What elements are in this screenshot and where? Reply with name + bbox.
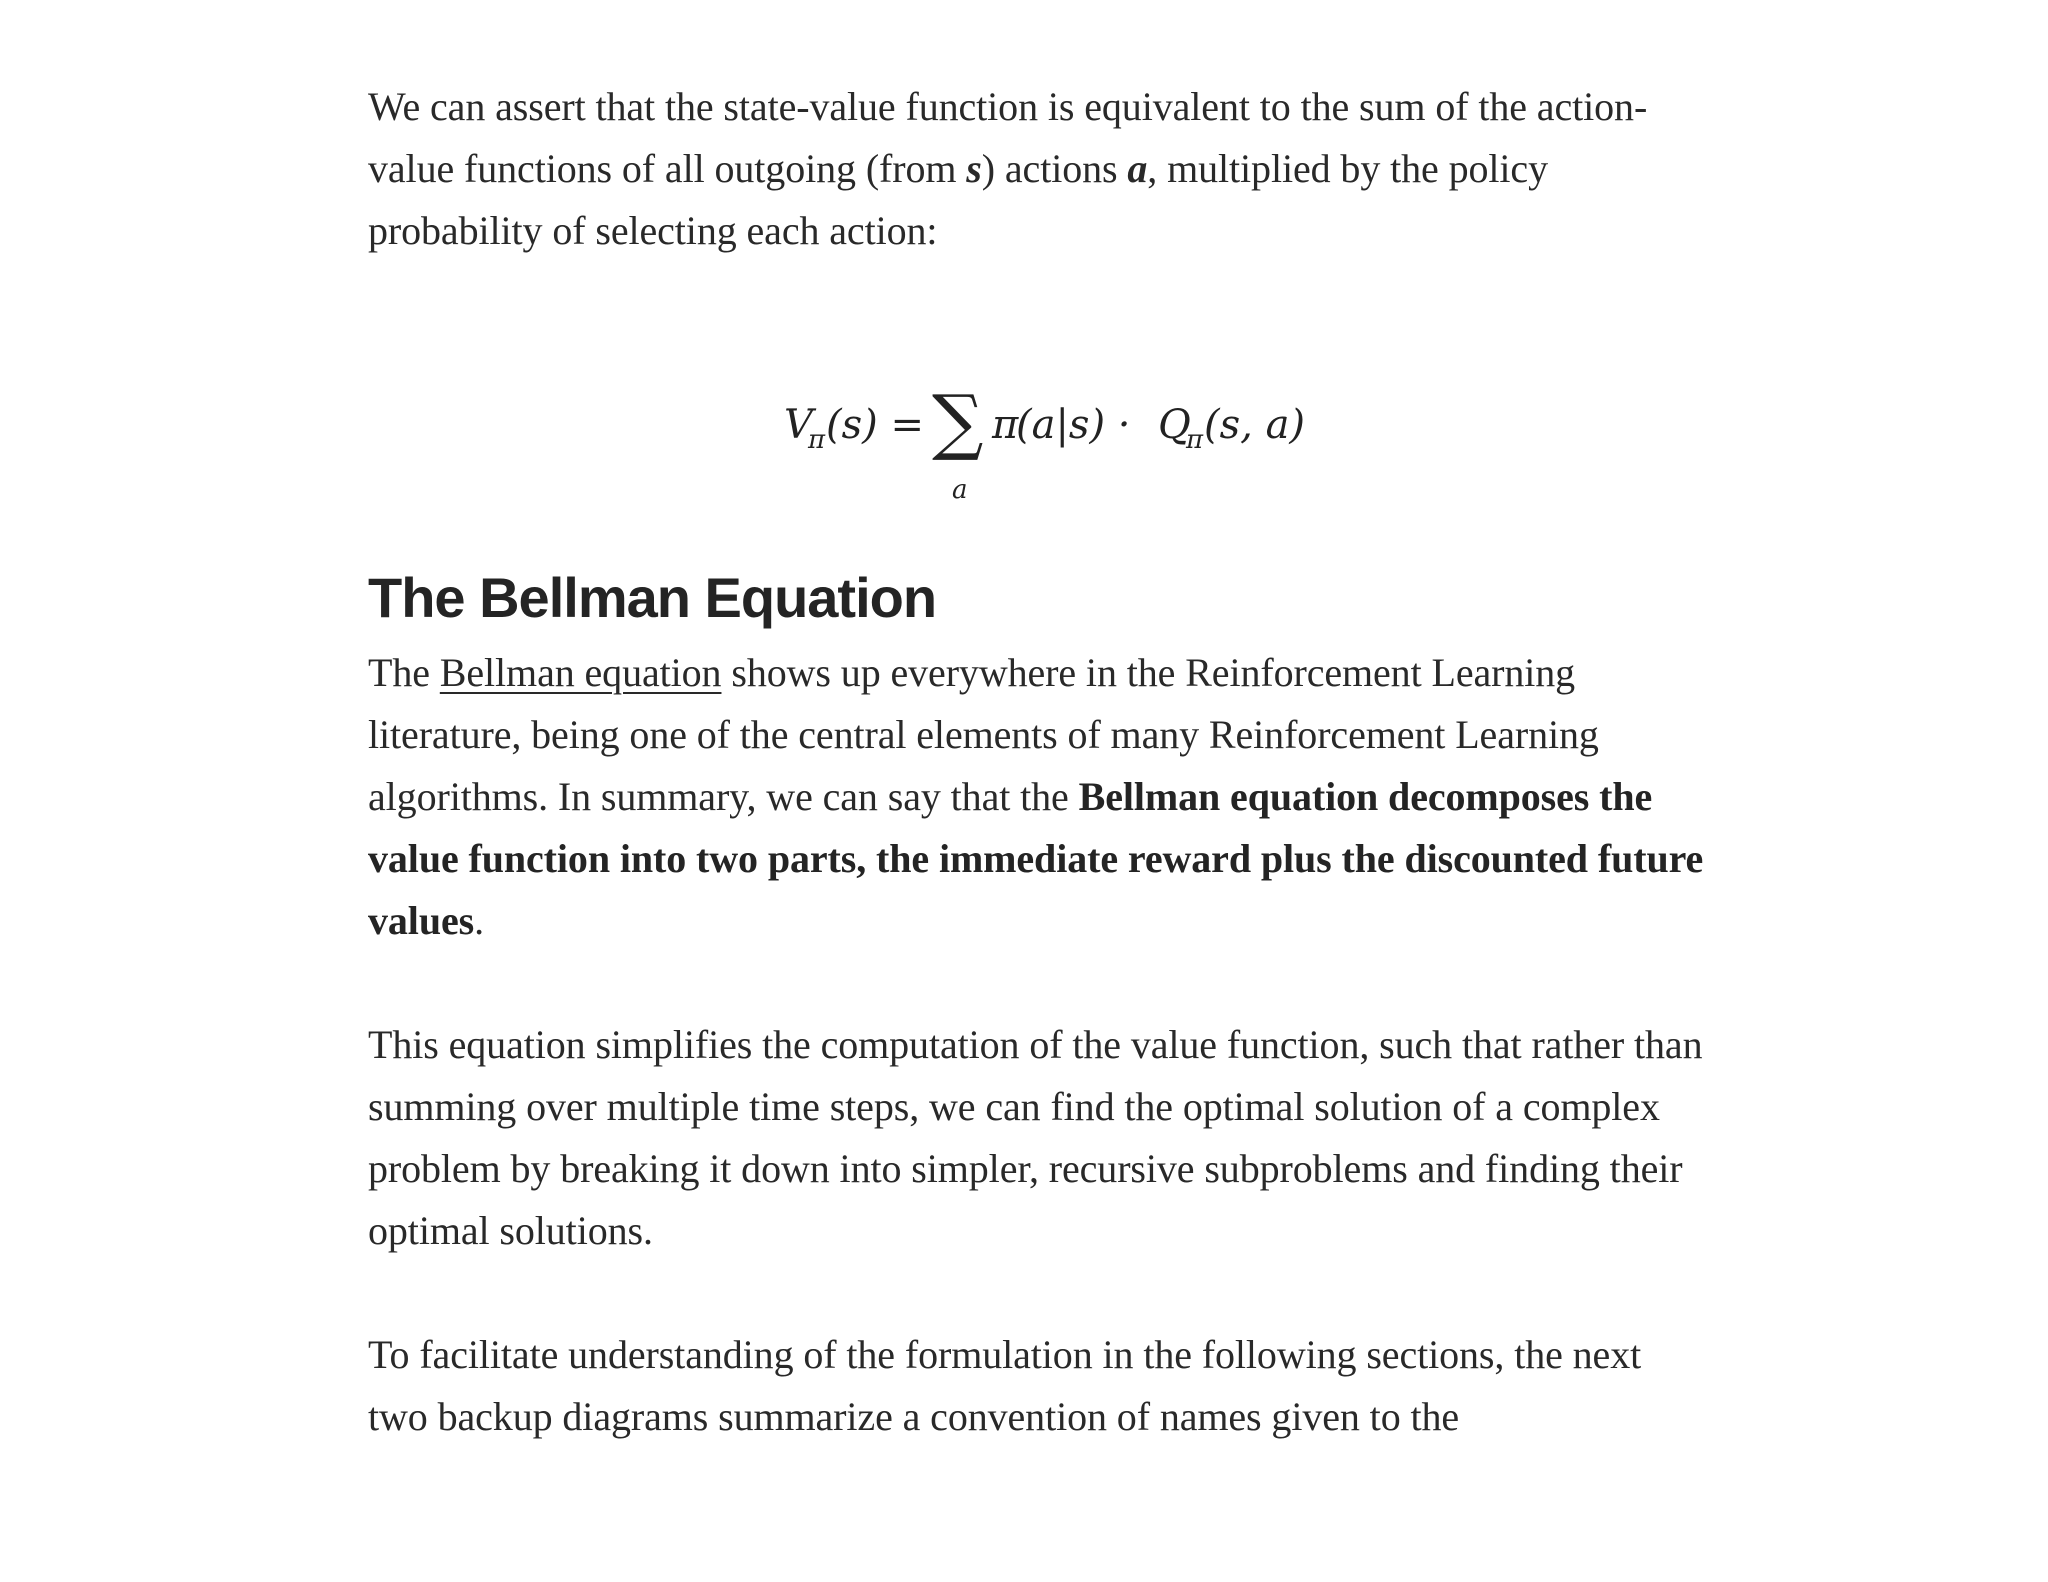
bellman-text: shows up everywhere in the Reinforcement Learning literature, being one of the central elements of many Reinforcement Learning algorithms. In summary, we can say that the — [368, 650, 1599, 819]
equation-pi-argument: (a|s) · — [1016, 402, 1131, 448]
paragraph-spacer — [368, 1262, 1708, 1324]
equation-sum-symbol: ∑ — [932, 379, 984, 463]
equation-Q-argument: (s, a) — [1204, 402, 1306, 448]
section-heading: The Bellman Equation — [368, 566, 937, 629]
equation-V: V — [784, 402, 813, 448]
bellman-equation-link[interactable]: Bellman equation — [439, 650, 722, 695]
bellman-period: . — [474, 898, 484, 943]
bellman-lead: The — [368, 650, 440, 695]
equation-V-argument: (s) = — [826, 402, 924, 448]
bellman-bold-statement: Bellman equation decomposes the value function into two parts, the immediate reward plus the discounted future values — [368, 774, 1704, 943]
backup-diagrams-paragraph: To facilitate understanding of the formulation in the following sections, the next two backup diagrams summarize a convention of names given to the — [368, 1332, 1642, 1439]
equation-image — [368, 262, 1708, 562]
variable-a: a — [1127, 146, 1148, 191]
paragraph-spacer — [368, 952, 1708, 1014]
variable-s: s — [966, 146, 982, 191]
intro-text-1: We can assert that the state-value function is equivalent to the sum of the action-value functions of all outgoing (from — [368, 84, 1648, 191]
intro-text-2: ) actions — [981, 146, 1128, 191]
simplification-paragraph: This equation simplifies the computation of the value function, such that rather than summing over multiple time steps, we can find the optimal solution of a complex problem by breaking it down into simpler, recursive subproblems and finding their optimal solutions. — [368, 1022, 1703, 1253]
equation-Q: Q — [1158, 402, 1191, 448]
intro-paragraph — [368, 76, 1708, 262]
state-value-equation — [368, 262, 1708, 562]
article-body — [368, 76, 1708, 1448]
bellman-paragraph — [368, 642, 1708, 952]
equation-Q-subscript: π — [1186, 425, 1204, 455]
equation-V-subscript: π — [808, 425, 826, 455]
equation-sum-index: a — [952, 475, 968, 505]
intro-text-3: , multiplied by the policy probability of selecting each action: — [368, 146, 1548, 253]
equation-pi: π — [992, 402, 1019, 448]
